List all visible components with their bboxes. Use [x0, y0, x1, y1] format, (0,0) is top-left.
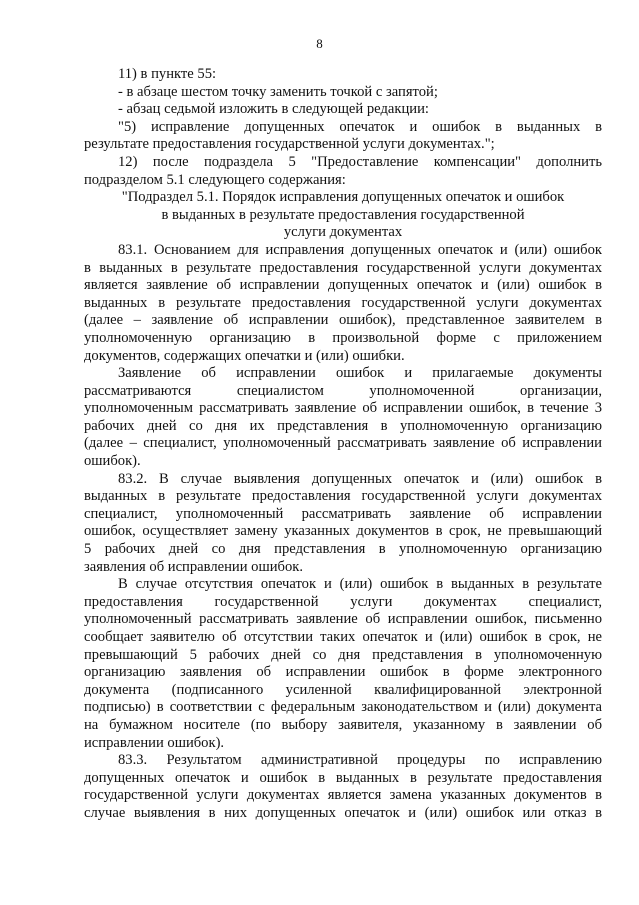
text-line: В случае отсутствия опечаток и (или) ошибок в выданных в результате	[118, 576, 602, 593]
text-line: предоставления государственной услуги документах специалист,	[84, 593, 602, 610]
text-line: (далее – специалист, уполномоченный рассматривать заявление об исправлении	[84, 435, 602, 452]
text-line: 83.3. Результатом административной процедуры по исправлению	[118, 752, 602, 769]
text-line: уполномоченную организацию в произвольной форме с приложением	[84, 329, 602, 346]
text-line: ошибок, осуществляет замену указанных документов в срок, не превышающий	[84, 523, 602, 540]
text-line: в выданных в результате предоставления государственной услуги документах	[84, 259, 602, 276]
text-line: уполномоченный рассматривать заявление об исправлении ошибок, письменно	[84, 611, 602, 628]
text-line: "Подраздел 5.1. Порядок исправления допущенных опечаток и ошибок	[121, 189, 565, 206]
text-line: уполномоченным рассматривать заявление об исправлении ошибок, в течение 3	[84, 400, 602, 417]
text-line: случае выявления в них допущенных опечаток и (или) ошибок или отказ в	[84, 804, 602, 821]
text-line: (далее – заявление об исправлении ошибок), представленное заявителем в	[84, 312, 602, 329]
text-line: 5 рабочих дней со дня представления в уполномоченную организацию	[84, 541, 602, 558]
text-line: сообщает заявителю об отсутствии таких опечаток и (или) ошибок в срок, не	[84, 629, 602, 645]
text-line: 12) после подраздела 5 "Предоставление компенсации" дополнить	[118, 153, 602, 170]
text-line: в выданных в результате предоставления государственной	[161, 206, 525, 223]
text-line: является заявление об исправлении допущенных опечаток и (или) ошибок в	[84, 277, 602, 294]
text-line: на бумажном носителе (по выбору заявителя, указанному в заявлении об	[84, 716, 602, 733]
text-line: подписью) в соответствии с федеральным законодательством и (или) документа	[84, 699, 602, 716]
page-number: 8	[316, 36, 323, 51]
text-line: превышающий 5 рабочих дней со дня представления в уполномоченную	[84, 646, 602, 663]
text-line: "5) исправление допущенных опечаток и ошибок в выданных в	[118, 118, 602, 135]
text-line: допущенных опечаток и ошибок в выданных в результате предоставления	[84, 769, 602, 786]
text-line: документа (подписанного усиленной квалифицированной электронной	[84, 681, 602, 698]
text-line: Заявление об исправлении ошибок и прилагаемые документы	[118, 365, 602, 382]
text-line: выданных в результате предоставления государственной услуги документах	[84, 488, 602, 505]
text-line: выданных в результате предоставления государственной услуги документах	[84, 294, 602, 311]
text-line: государственной услуги документах является замена указанных документов в	[84, 787, 602, 804]
text-line: рабочих дней со дня их представления в уполномоченную организацию	[84, 417, 602, 434]
text-line: - в абзаце шестом точку заменить точкой с запятой;	[118, 83, 438, 100]
text-line: организацию заявления об исправлении ошибок в форме электронного	[84, 664, 602, 681]
text-line: ошибок).	[84, 453, 141, 470]
text-line: - абзац седьмой изложить в следующей редакции:	[118, 101, 429, 118]
text-line: специалист, уполномоченный рассматривать заявление об исправлении	[84, 505, 602, 522]
text-line: услуги документах	[283, 224, 403, 241]
text-line: результате предоставления государственной услуги документах.";	[84, 136, 495, 153]
document-body	[84, 66, 602, 823]
text-line: подразделом 5.1 следующего содержания:	[84, 171, 346, 188]
text-line: 83.2. В случае выявления допущенных опечаток и (или) ошибок в	[118, 470, 602, 487]
text-line: заявления об исправлении ошибок.	[84, 558, 303, 575]
text-line: документов, содержащих опечатки и (или) ошибки.	[84, 347, 405, 364]
text-line: 83.1. Основанием для исправления допущенных опечаток и (или) ошибок	[118, 241, 602, 258]
text-line: исправлении ошибок).	[84, 734, 225, 751]
text-line: рассматриваются специалистом уполномоченной организации,	[84, 382, 602, 399]
text-line: 11) в пункте 55:	[118, 66, 217, 82]
